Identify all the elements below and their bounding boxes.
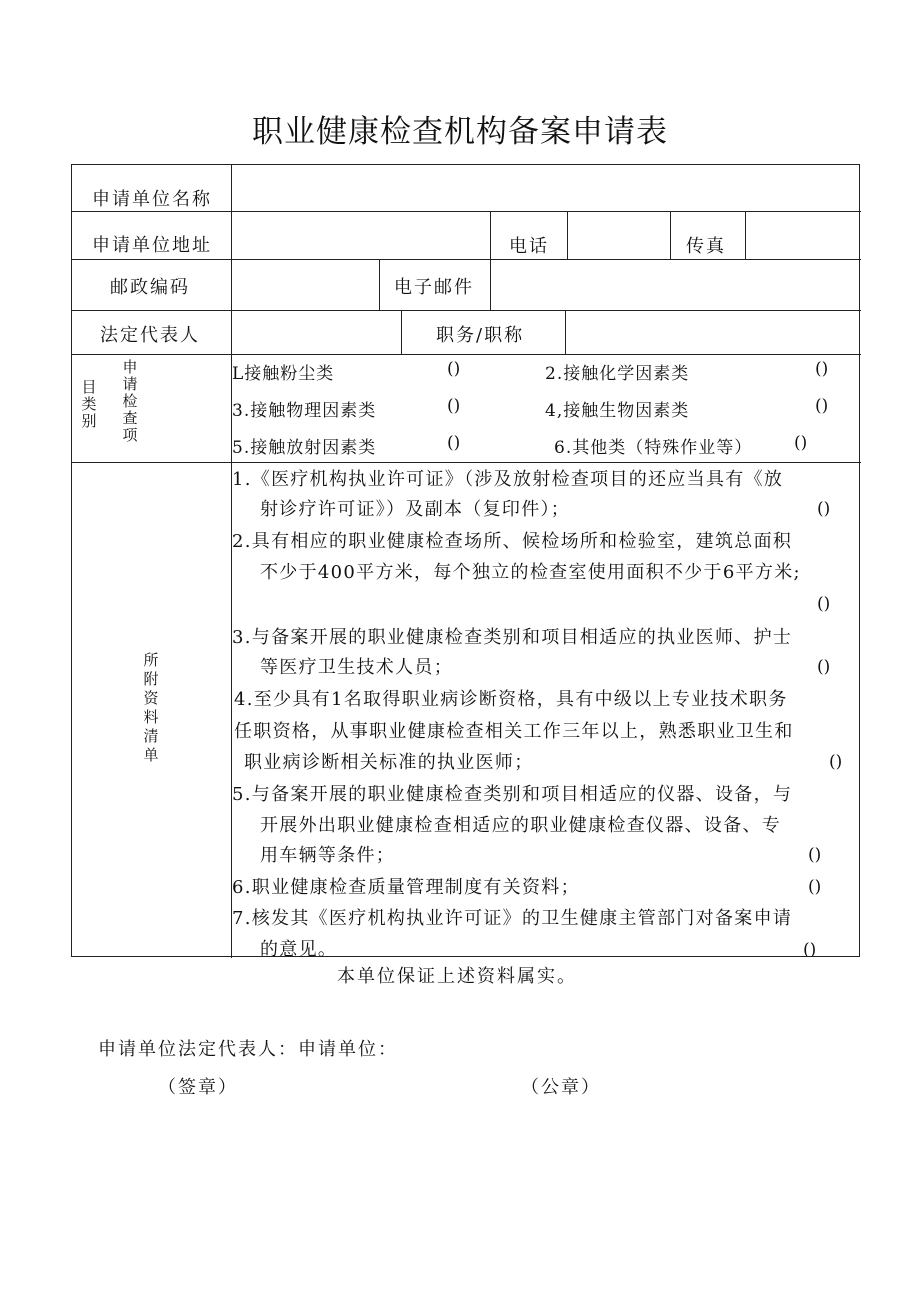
position-label: 职务/职称	[436, 325, 525, 346]
phone-field[interactable]	[570, 213, 668, 257]
attachment-line-15: 的意见。	[260, 939, 338, 957]
unit-name-field[interactable]	[234, 167, 858, 209]
seal-note: （公章）	[521, 1077, 601, 1098]
phone-label: 电话	[509, 236, 549, 257]
attachment-check-2[interactable]: ()	[817, 594, 831, 614]
attachment-line-1: 1.《医疗机构执业许可证》（涉及放射检查项目的还应当具有《放	[232, 469, 784, 490]
category-check-radiation[interactable]: ()	[447, 433, 461, 453]
legal-rep-field[interactable]	[234, 312, 399, 352]
attachment-check-1[interactable]: ()	[817, 499, 831, 519]
attachment-line-9: 职业病诊断相关标准的执业医师；	[244, 752, 534, 773]
attachment-line-14: 7.核发其《医疗机构执业许可证》的卫生健康主管部门对备案申请	[232, 908, 793, 929]
attachment-line-2: 射诊疗许可证》）及副本（复印件）；	[260, 499, 571, 520]
unit-address-label: 申请单位地址	[92, 235, 212, 256]
attachment-line-10: 5.与备案开展的职业健康检查类别和项目相适应的仪器、设备，与	[232, 784, 793, 805]
position-field[interactable]	[568, 312, 858, 352]
category-check-biological[interactable]: ()	[815, 396, 829, 416]
email-field[interactable]	[493, 261, 858, 308]
category-check-physical[interactable]: ()	[447, 396, 461, 416]
category-item-radiation: 5.接触放射因素类	[232, 438, 377, 458]
attachment-line-6: 等医疗卫生技术人员；	[260, 657, 453, 678]
attachment-line-3: 2.具有相应的职业健康检查场所、候检场所和检验室，建筑总面积	[232, 531, 793, 552]
postcode-field[interactable]	[234, 261, 377, 308]
category-item-physical: 3.接触物理因素类	[232, 401, 377, 421]
category-check-chemical[interactable]: ()	[815, 359, 829, 379]
legal-rep-label: 法定代表人	[100, 325, 200, 346]
page-title: 职业健康检查机构备案申请表	[252, 114, 668, 150]
email-label: 电子邮件	[394, 277, 474, 298]
attachment-check-5[interactable]: ()	[808, 845, 822, 865]
guarantee-statement: 本单位保证上述资料属实。	[337, 966, 577, 987]
category-item-dust: L接触粉尘类	[232, 364, 335, 384]
attachment-line-11: 开展外出职业健康检查相适应的职业健康检查仪器、设备、专	[260, 815, 782, 836]
attachment-check-7[interactable]: ()	[803, 940, 817, 957]
attachment-check-4[interactable]: ()	[829, 752, 843, 772]
attachment-line-7: 4.至少具有1名取得职业病诊断资格，具有中级以上专业技术职务	[234, 689, 788, 710]
fax-field[interactable]	[748, 213, 858, 257]
attachment-line-12: 用车辆等条件；	[260, 845, 396, 866]
category-item-other: 6.其他类（特殊作业等）	[554, 438, 753, 458]
application-form-table	[71, 164, 860, 957]
category-check-other[interactable]: ()	[794, 433, 808, 453]
attachment-line-8: 任职资格，从事职业健康检查相关工作三年以上，熟悉职业卫生和	[234, 721, 794, 742]
attachment-check-3[interactable]: ()	[817, 657, 831, 677]
attachment-line-13: 6.职业健康检查质量管理制度有关资料；	[232, 877, 580, 898]
signer-line: 申请单位法定代表人：申请单位：	[98, 1039, 398, 1060]
category-item-biological: 4,接触生物因素类	[545, 401, 690, 421]
unit-name-label: 申请单位名称	[92, 189, 212, 210]
signature-note: （签章）	[158, 1077, 238, 1098]
attachment-line-4: 不少于400平方米，每个独立的检查室使用面积不少于6平方米;	[260, 562, 801, 583]
fax-label: 传真	[686, 236, 726, 257]
attachments-label: 所附资料清单	[143, 651, 159, 764]
unit-address-field[interactable]	[234, 213, 488, 257]
category-label-col1: 目类别	[81, 378, 97, 430]
category-check-dust[interactable]: ()	[447, 359, 461, 379]
attachment-check-6[interactable]: ()	[808, 877, 822, 897]
category-item-chemical: 2.接触化学因素类	[545, 364, 690, 384]
attachment-line-5: 3.与备案开展的职业健康检查类别和项目相适应的执业医师、护士	[232, 627, 793, 648]
category-label-col2: 申请检查项	[122, 358, 138, 444]
postcode-label: 邮政编码	[110, 277, 190, 298]
